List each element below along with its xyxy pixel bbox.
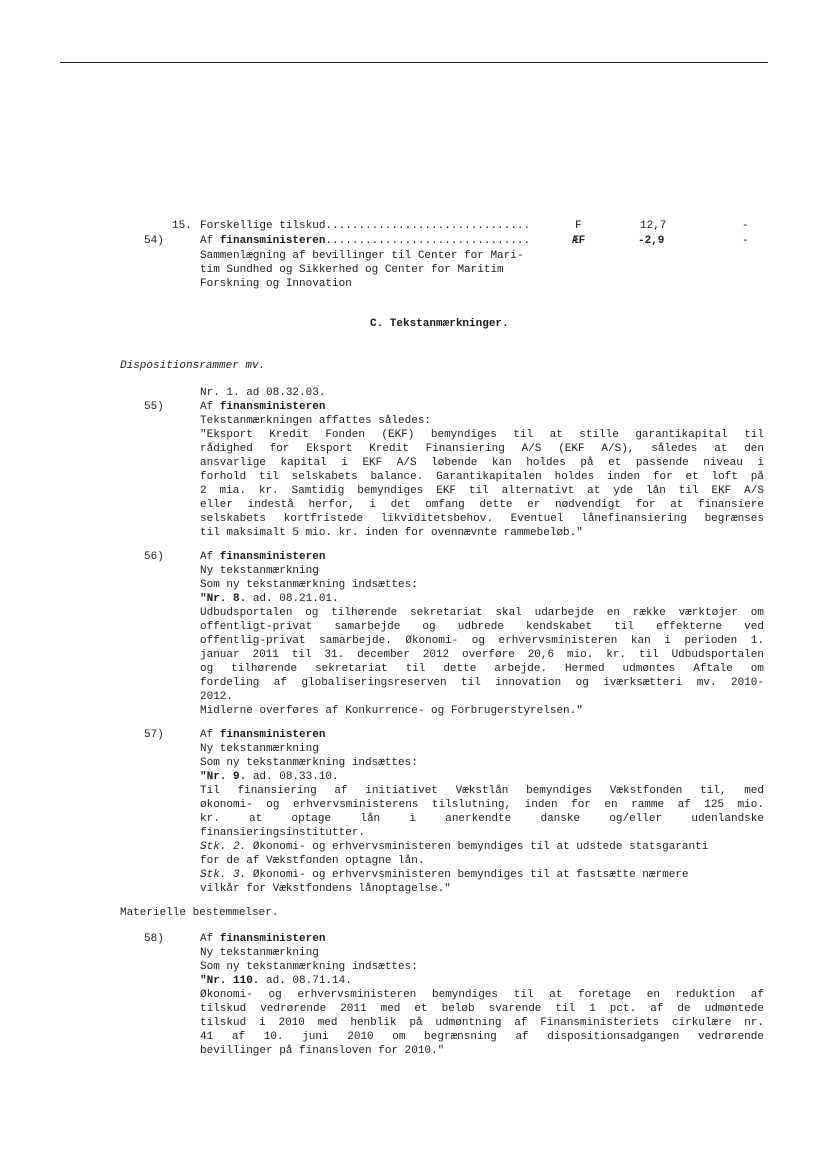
body-line: januar 2011 til 31. december 2012 overføre 20,6 mio. kr. til Udbudsportalen <box>200 649 764 661</box>
intro-line: Tekstanmærkningen affattes således: <box>200 415 432 427</box>
amendment-proposer: Af finansministeren............................... <box>200 235 531 247</box>
body-line: ansvarlige kapital i EKF A/S løbende kan holdes på et passende niveau i <box>200 457 764 469</box>
amendment-proposer: Af finansministeren <box>200 401 326 413</box>
body-line: offentlig-privat samarbejde. Økonomi- og erhvervsministeren kan i perioden 1. <box>200 635 764 647</box>
subsection-heading: Materielle bestemmelser. <box>120 907 279 919</box>
body-line: eller indestå herfor, i det omfang dette er nødvendigt for at finansiere <box>200 499 764 511</box>
body-line: kr. at optage lån i anerkendte danske og/eller udenlandske <box>200 813 764 825</box>
body-line: 2 mia. kr. Samtidig bemyndiges EKF til alternativt at yde lån til EKF A/S <box>200 485 764 497</box>
body-line: tilskud i 2010 med henblik på udmøntning af Finansministeriets cirkulære nr. <box>200 1017 764 1029</box>
paragraph-line: for de af Vækstfonden optagne lån. <box>200 855 425 867</box>
line-dash: - <box>742 220 749 232</box>
note-instruction: Som ny tekstanmærkning indsættes: <box>200 757 418 769</box>
amendment-proposer: Af finansministeren <box>200 551 326 563</box>
amendment-number: 56) <box>144 551 164 563</box>
body-line: og tilhørende sekretariat til dette arbejde. Hermed udmøntes Aftale om <box>200 663 764 675</box>
body-line: forhold til selskabets balance. Garantikapitalen holdes inden for et loft på <box>200 471 764 483</box>
line-number: 15. <box>172 220 192 232</box>
paragraph-line: vilkår for Vækstfondens lånoptagelse." <box>200 883 451 895</box>
amendment-number: 58) <box>144 933 164 945</box>
body-line: finansieringsinstitutter. <box>200 827 366 839</box>
body-line: Udbudsportalen og tilhørende sekretariat skal udarbejde en række værktøjer om <box>200 607 764 619</box>
line-text: Forskellige tilskud............................... <box>200 220 531 232</box>
section-title: C. Tekstanmærkninger. <box>370 318 509 330</box>
note-number: "Nr. 9. ad. 08.33.10. <box>200 771 339 783</box>
header-rule <box>60 62 768 63</box>
amendment-number: 54) <box>144 235 164 247</box>
amendment-number: 57) <box>144 729 164 741</box>
amendment-desc-line: Forskning og Innovation <box>200 278 352 290</box>
line-code: F <box>575 220 582 232</box>
note-type: Ny tekstanmærkning <box>200 947 319 959</box>
note-instruction: Som ny tekstanmærkning indsættes: <box>200 961 418 973</box>
body-line: økonomi- og erhvervsministerens tilslutning, inden for en ramme af 125 mio. <box>200 799 764 811</box>
note-number: "Nr. 8. ad. 08.21.01. <box>200 593 339 605</box>
body-line: bevillinger på finansloven for 2010." <box>200 1045 445 1057</box>
body-line: fordeling af globaliseringsreserven til innovation og iværksætteri mv. 2010- <box>200 677 764 689</box>
amendment-number: 55) <box>144 401 164 413</box>
note-instruction: Som ny tekstanmærkning indsættes: <box>200 579 418 591</box>
note-type: Ny tekstanmærkning <box>200 565 319 577</box>
body-line: Økonomi- og erhvervsministeren bemyndiges til at foretage en reduktion af <box>200 989 764 1001</box>
body-line: 2012. <box>200 691 234 703</box>
amendment-desc-line: tim Sundhed og Sikkerhed og Center for Maritim <box>200 264 504 276</box>
line-value: 12,7 <box>640 220 667 232</box>
body-line: 41 af 10. juni 2010 om begrænsning af dispositionsadgangen vedrørende <box>200 1031 764 1043</box>
body-line: til maksimalt 5 mio. kr. inden for ovennævnte rammebeløb." <box>200 527 583 539</box>
body-line: selskabets kortfristede likviditetsbehov. Eventuel lånefinansiering begrænses <box>200 513 764 525</box>
note-type: Ny tekstanmærkning <box>200 743 319 755</box>
body-line: rådighed for Eksport Kredit Finansiering A/S (EKF A/S), således at den <box>200 443 764 455</box>
paragraph-line: Stk. 2. Økonomi- og erhvervsministeren bemyndiges til at udstede statsgaranti <box>200 841 709 853</box>
amendment-proposer: Af finansministeren <box>200 933 326 945</box>
amendment-proposer: Af finansministeren <box>200 729 326 741</box>
body-line: Til finansiering af initiativet Vækstlån bemyndiges Vækstfonden til, med <box>200 785 764 797</box>
body-line: tilskud vedrørende 2011 med et beløb svarende til 1 pct. af de udmøntede <box>200 1003 764 1015</box>
amendment-dash: - <box>742 235 749 247</box>
body-line: Midlerne overføres af Konkurrence- og Forbrugerstyrelsen." <box>200 705 583 717</box>
paragraph-line: Stk. 3. Økonomi- og erhvervsministeren bemyndiges til at fastsætte nærmere <box>200 869 689 881</box>
reference-line: Nr. 1. ad 08.32.03. <box>200 387 326 399</box>
body-line: offentligt-privat samarbejde og udbrede kendskabet til effekterne ved <box>200 621 764 633</box>
note-number: "Nr. 110. ad. 08.71.14. <box>200 975 352 987</box>
subsection-heading: Dispositionsrammer mv. <box>120 360 266 372</box>
amendment-value: -2,9 <box>638 235 665 247</box>
amendment-desc-line: Sammenlægning af bevillinger til Center for Mari- <box>200 250 524 262</box>
body-line: "Eksport Kredit Fonden (EKF) bemyndiges til at stille garantikapital til <box>200 429 764 441</box>
amendment-code: ÆF <box>572 235 586 247</box>
